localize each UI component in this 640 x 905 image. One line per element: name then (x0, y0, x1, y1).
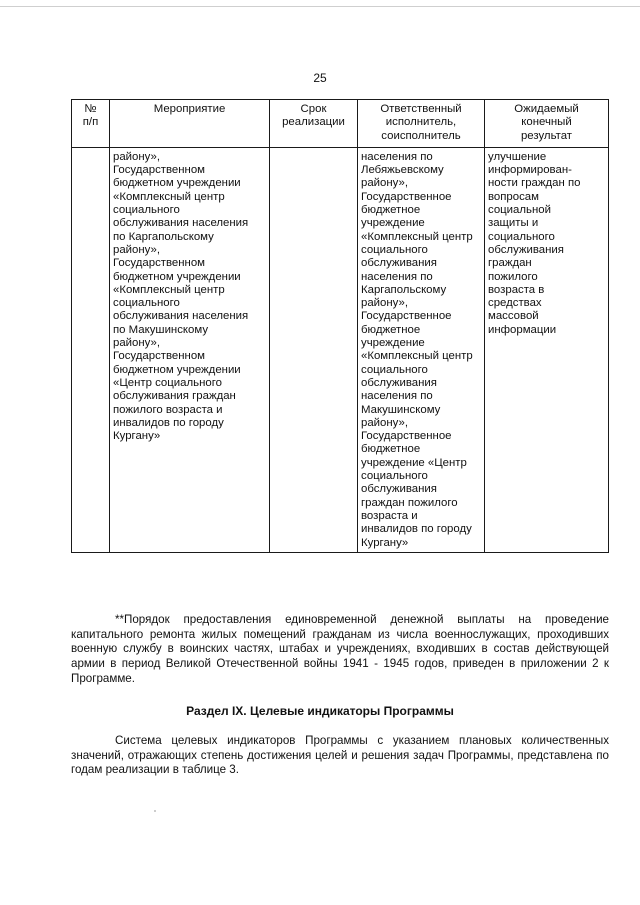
cell-term (270, 147, 358, 552)
header-num: № п/п (72, 100, 110, 148)
scan-edge-line (0, 6, 640, 7)
page-number: 25 (313, 71, 327, 85)
cell-num (72, 147, 110, 552)
footnote-paragraph: **Порядок предоставления единовременной денежной выплаты на проведение капитального ремонта жилых помещений гражданам из числа военнослужащих, проходивших военную службу в воинских частях, штабах и учреждениях, входивших в состав действующей армии в период Великой Отечественной войны 1941 - 1945 годов, приведен в приложении 2 к Программе. (71, 613, 609, 685)
header-term: Срок реализации (270, 100, 358, 148)
cell-event: району», Государственном бюджетном учреждении «Комплексный центр социального обслуживания населения по Каргапольскому району», Государственном бюджетном учреждении «Комплексный центр социального обслуживания населения по Макушинскому району», Государственном бюджетном учреждении «Центр социального обслуживания граждан пожилого возраста и инвалидов по городу Кургану» (110, 147, 270, 552)
table-row (72, 147, 609, 552)
table-header-row (72, 100, 609, 148)
scan-speck (154, 810, 156, 812)
cell-result: улучшение информирован- ности граждан по вопросам социальной защиты и социального обслуживания граждан пожилого возраста в средствах массовой информации (485, 147, 609, 552)
program-activities-table (71, 99, 609, 553)
header-responsible: Ответственный исполнитель, соисполнитель (358, 100, 485, 148)
cell-responsible: населения по Лебяжьевскому району», Государственное бюджетное учреждение «Комплексный центр социального обслуживания населения по Каргапольскому району», Государственное бюджетное учреждение «Комплексный центр социального обслуживания населения по Макушинскому району», Государственное бюджетное учреждение «Центр социального обслуживания граждан пожилого возраста и инвалидов по городу Кургану» (358, 147, 485, 552)
header-result: Ожидаемый конечный результат (485, 100, 609, 148)
section-title: Раздел IX. Целевые индикаторы Программы (186, 704, 454, 718)
section-paragraph: Система целевых индикаторов Программы с указанием плановых количественных значений, отражающих степень достижения целей и решения задач Программы, представлена по годам реализации в таблице 3. (71, 734, 609, 777)
header-event: Мероприятие (110, 100, 270, 148)
